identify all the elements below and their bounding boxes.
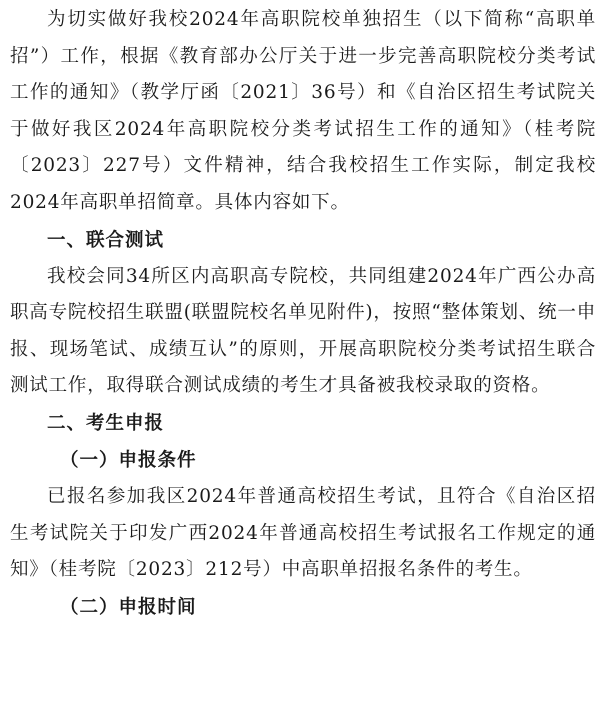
section-heading-joint-test: 一、联合测试 xyxy=(47,229,165,251)
joint-test-paragraph: 我校会同34所区内高职高专院校，共同组建2024年广西公办高职高专院校招生联盟(联盟院校名单见附件)，按照“整体策划、统一申报、现场笔试、成绩互认”的原则，开展高职院校分类考试招生联合测试工作，取得联合测试成绩的考生才具备被我校录取的资格。 xyxy=(10,265,596,397)
section-heading-candidate-application: 二、考生申报 xyxy=(47,412,165,434)
conditions-paragraph: 已报名参加我区2024年普通高校招生考试，且符合《自治区招生考试院关于印发广西2024年普通高校招生考试报名工作规定的通知》（桂考院〔2023〕212号）中高职单招报名条件的考生。 xyxy=(10,485,596,581)
intro-paragraph: 为切实做好我校2024年高职院校单独招生（以下简称“高职单招”）工作，根据《教育部办公厅关于进一步完善高职院校分类考试工作的通知》（教学厅函〔2021〕36号）和《自治区招生考试院关于做好我区2024年高职院校分类考试招生工作的通知》（桂考院〔2023〕227号）文件精神，结合我校招生工作实际，制定我校2024年高职单招简章。具体内容如下。 xyxy=(10,9,596,213)
subsection-heading-conditions: （一）申报条件 xyxy=(60,449,197,471)
document-page xyxy=(10,2,596,626)
subsection-heading-time: （二）申报时间 xyxy=(60,596,197,618)
